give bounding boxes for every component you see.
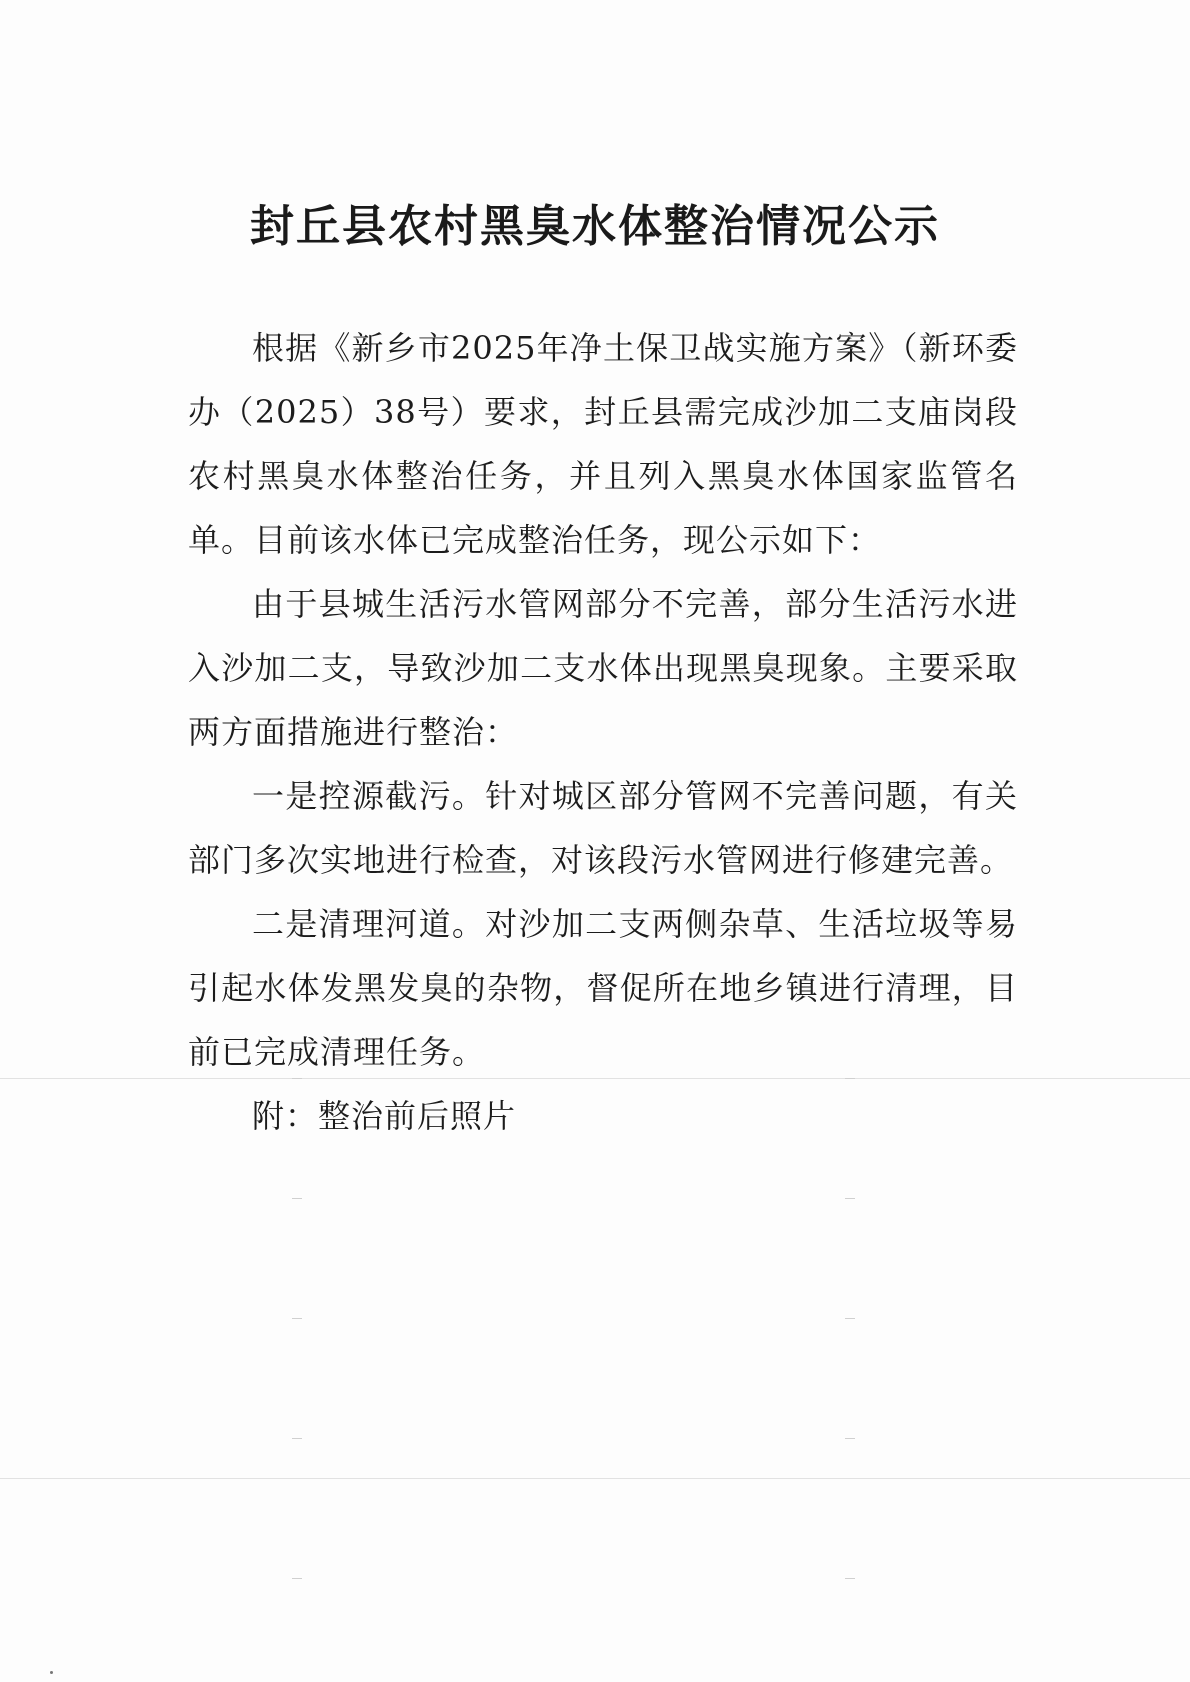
document-body [188, 316, 1018, 1148]
scan-artifact-tick [845, 1438, 855, 1439]
attachment-note: 附：整治前后照片 [252, 1097, 517, 1135]
paragraph-basis: 根据《新乡市2025年净土保卫战实施方案》（新环委办（2025）38号）要求，封丘县需完成沙加二支庙岗段农村黑臭水体整治任务，并且列入黑臭水体国家监管名单。目前该水体已完成整治任务，现公示如下： [188, 329, 1018, 559]
paragraph-cause: 由于县城生活污水管网部分不完善，部分生活污水进入沙加二支，导致沙加二支水体出现黑臭现象。主要采取两方面措施进行整治： [188, 585, 1018, 751]
scan-artifact-line [0, 1478, 1190, 1479]
document-title: 封丘县农村黑臭水体整治情况公示 [250, 201, 940, 252]
scan-artifact-tick [845, 1318, 855, 1319]
scan-artifact-speck [50, 1671, 53, 1674]
scan-artifact-tick [292, 1198, 302, 1199]
scan-artifact-tick [845, 1198, 855, 1199]
paragraph-measure-two: 二是清理河道。对沙加二支两侧杂草、生活垃圾等易引起水体发黑发臭的杂物，督促所在地乡镇进行清理，目前已完成清理任务。 [188, 905, 1018, 1071]
scan-artifact-tick [292, 1318, 302, 1319]
scan-artifact-tick [292, 1438, 302, 1439]
scan-artifact-tick [845, 1578, 855, 1579]
paragraph-measure-one: 一是控源截污。针对城区部分管网不完善问题，有关部门多次实地进行检查，对该段污水管网进行修建完善。 [188, 777, 1018, 879]
scan-artifact-tick [292, 1578, 302, 1579]
